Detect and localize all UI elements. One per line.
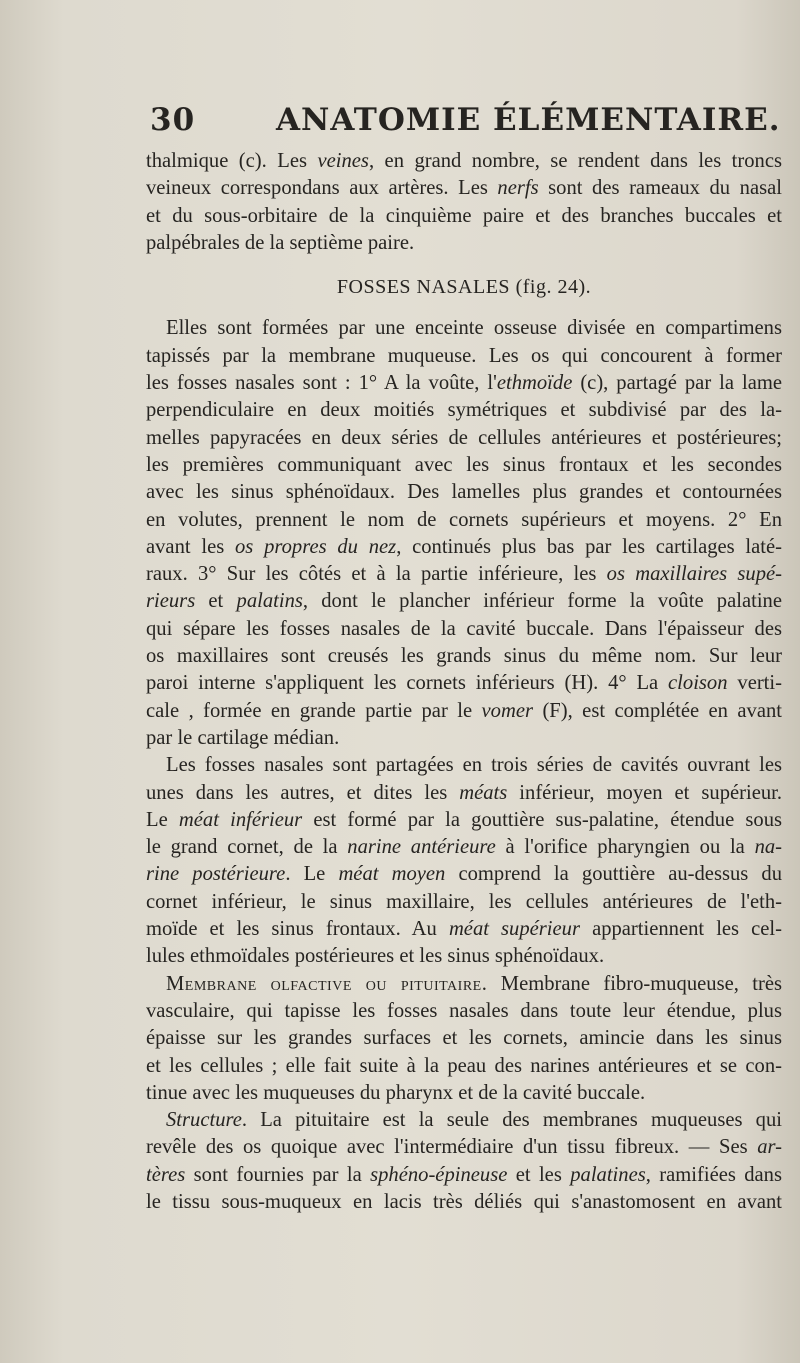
text-line: avant les os propres du nez, continués plus bas par les cartilages laté- — [146, 535, 782, 558]
text-line: vasculaire, qui tapisse les fosses nasales dans toute leur étendue, plus — [146, 999, 782, 1022]
text-line: paroi interne s'appliquent les cornets inférieurs (H). 4° La cloison verti- — [146, 672, 782, 695]
text-line: et du sous-orbitaire de la cinquième paire et des branches buccales et — [146, 204, 782, 227]
text-line: avec les sinus sphénoïdaux. Des lamelles plus grandes et contournées — [146, 481, 782, 504]
text-line: rieurs et palatins, dont le plancher inférieur forme la voûte palatine — [146, 590, 782, 613]
running-title: ANATOMIE ÉLÉMENTAIRE. — [276, 102, 781, 138]
text-line: Le méat inférieur est formé par la gouttière sus-palatine, étendue sous — [146, 808, 783, 831]
text-line: cale , formée en grande partie par le vomer (F), est complétée en avant — [146, 699, 782, 722]
text-line: cornet inférieur, le sinus maxillaire, les cellules antérieures de l'eth- — [146, 890, 782, 913]
text-line: veineux correspondans aux artères. Les nerfs sont des rameaux du nasal — [146, 177, 782, 200]
text-line: palpébrales de la septième paire. — [146, 231, 415, 254]
text-line: Structure. La pituitaire est la seule des membranes muqueuses qui — [166, 1109, 782, 1132]
text-line: qui sépare les fosses nasales de la cavité buccale. Dans l'épaisseur des — [146, 617, 782, 640]
text-line: par le cartilage médian. — [146, 726, 340, 749]
text-line: moïde et les sinus frontaux. Au méat supérieur appartiennent les cel- — [146, 918, 783, 941]
text-line: unes dans les autres, et dites les méats inférieur, moyen et supérieur. — [146, 781, 783, 804]
text-line: Les fosses nasales sont partagées en trois séries de cavités ouvrant les — [166, 754, 782, 777]
text-line: revêle des os quoique avec l'intermédiaire d'un tissu fibreux. — Ses ar- — [146, 1136, 782, 1159]
subsection-title: Structure — [166, 1109, 242, 1132]
text-line: tères sont fournies par la sphéno-épineuse et les palatines, ramifiées dans — [146, 1163, 782, 1186]
text-line: Elles sont formées par une enceinte osseuse divisée en compartimens — [166, 317, 782, 340]
text-line: le grand cornet, de la narine antérieure à l'orifice pharyngien ou la na- — [146, 836, 783, 859]
subsection-title: Membrane olfactive ou pituitaire. — [166, 972, 488, 995]
section-heading: FOSSES NASALES (fig. 24). — [336, 276, 592, 299]
text-line: les fosses nasales sont : 1° A la voûte, l'ethmoïde (c), partagé par la lame — [146, 372, 783, 395]
spacer — [146, 301, 782, 315]
text-line: les premières communiquant avec les sinus frontaux et les secondes — [146, 453, 782, 476]
text-line: Membrane olfactive ou pituitaire. Membrane fibro-muqueuse, très — [166, 972, 782, 995]
text-line: tapissés par la membrane muqueuse. Les os qui concourent à former — [146, 344, 782, 367]
text-line: raux. 3° Sur les côtés et à la partie inférieure, les os maxillaires supé- — [146, 563, 782, 586]
text-line: en volutes, prennent le nom de cornets supérieurs et moyens. 2° En — [146, 508, 782, 531]
text-line: le tissu sous-muqueux en lacis très déliés qui s'anastomosent en avant — [146, 1190, 782, 1213]
page-number: 30 — [150, 102, 196, 138]
spacer — [146, 257, 782, 274]
text-line: melles papyracées en deux séries de cellules antérieures et postérieures; — [146, 426, 782, 449]
text-line: os maxillaires sont creusés les grands sinus du même nom. Sur leur — [146, 645, 782, 668]
text-line: tinue avec les muqueuses du pharynx et de la cavité buccale. — [146, 1081, 646, 1104]
text-line: thalmique (c). Les veines, en grand nombre, se rendent dans les troncs — [146, 150, 782, 172]
text-line: rine postérieure. Le méat moyen comprend la gouttière au-dessus du — [146, 863, 782, 886]
body-text — [146, 148, 782, 1216]
page-header — [150, 102, 781, 146]
text-line: épaisse sur les grandes surfaces et les cornets, amincie dans les sinus — [146, 1027, 782, 1050]
text-line: perpendiculaire en deux moitiés symétriques et subdivisé par des la- — [146, 399, 782, 422]
text-line: et les cellules ; elle fait suite à la peau des narines antérieures et se con- — [146, 1054, 782, 1077]
text-line: lules ethmoïdales postérieures et les sinus sphénoïdaux. — [146, 945, 605, 968]
